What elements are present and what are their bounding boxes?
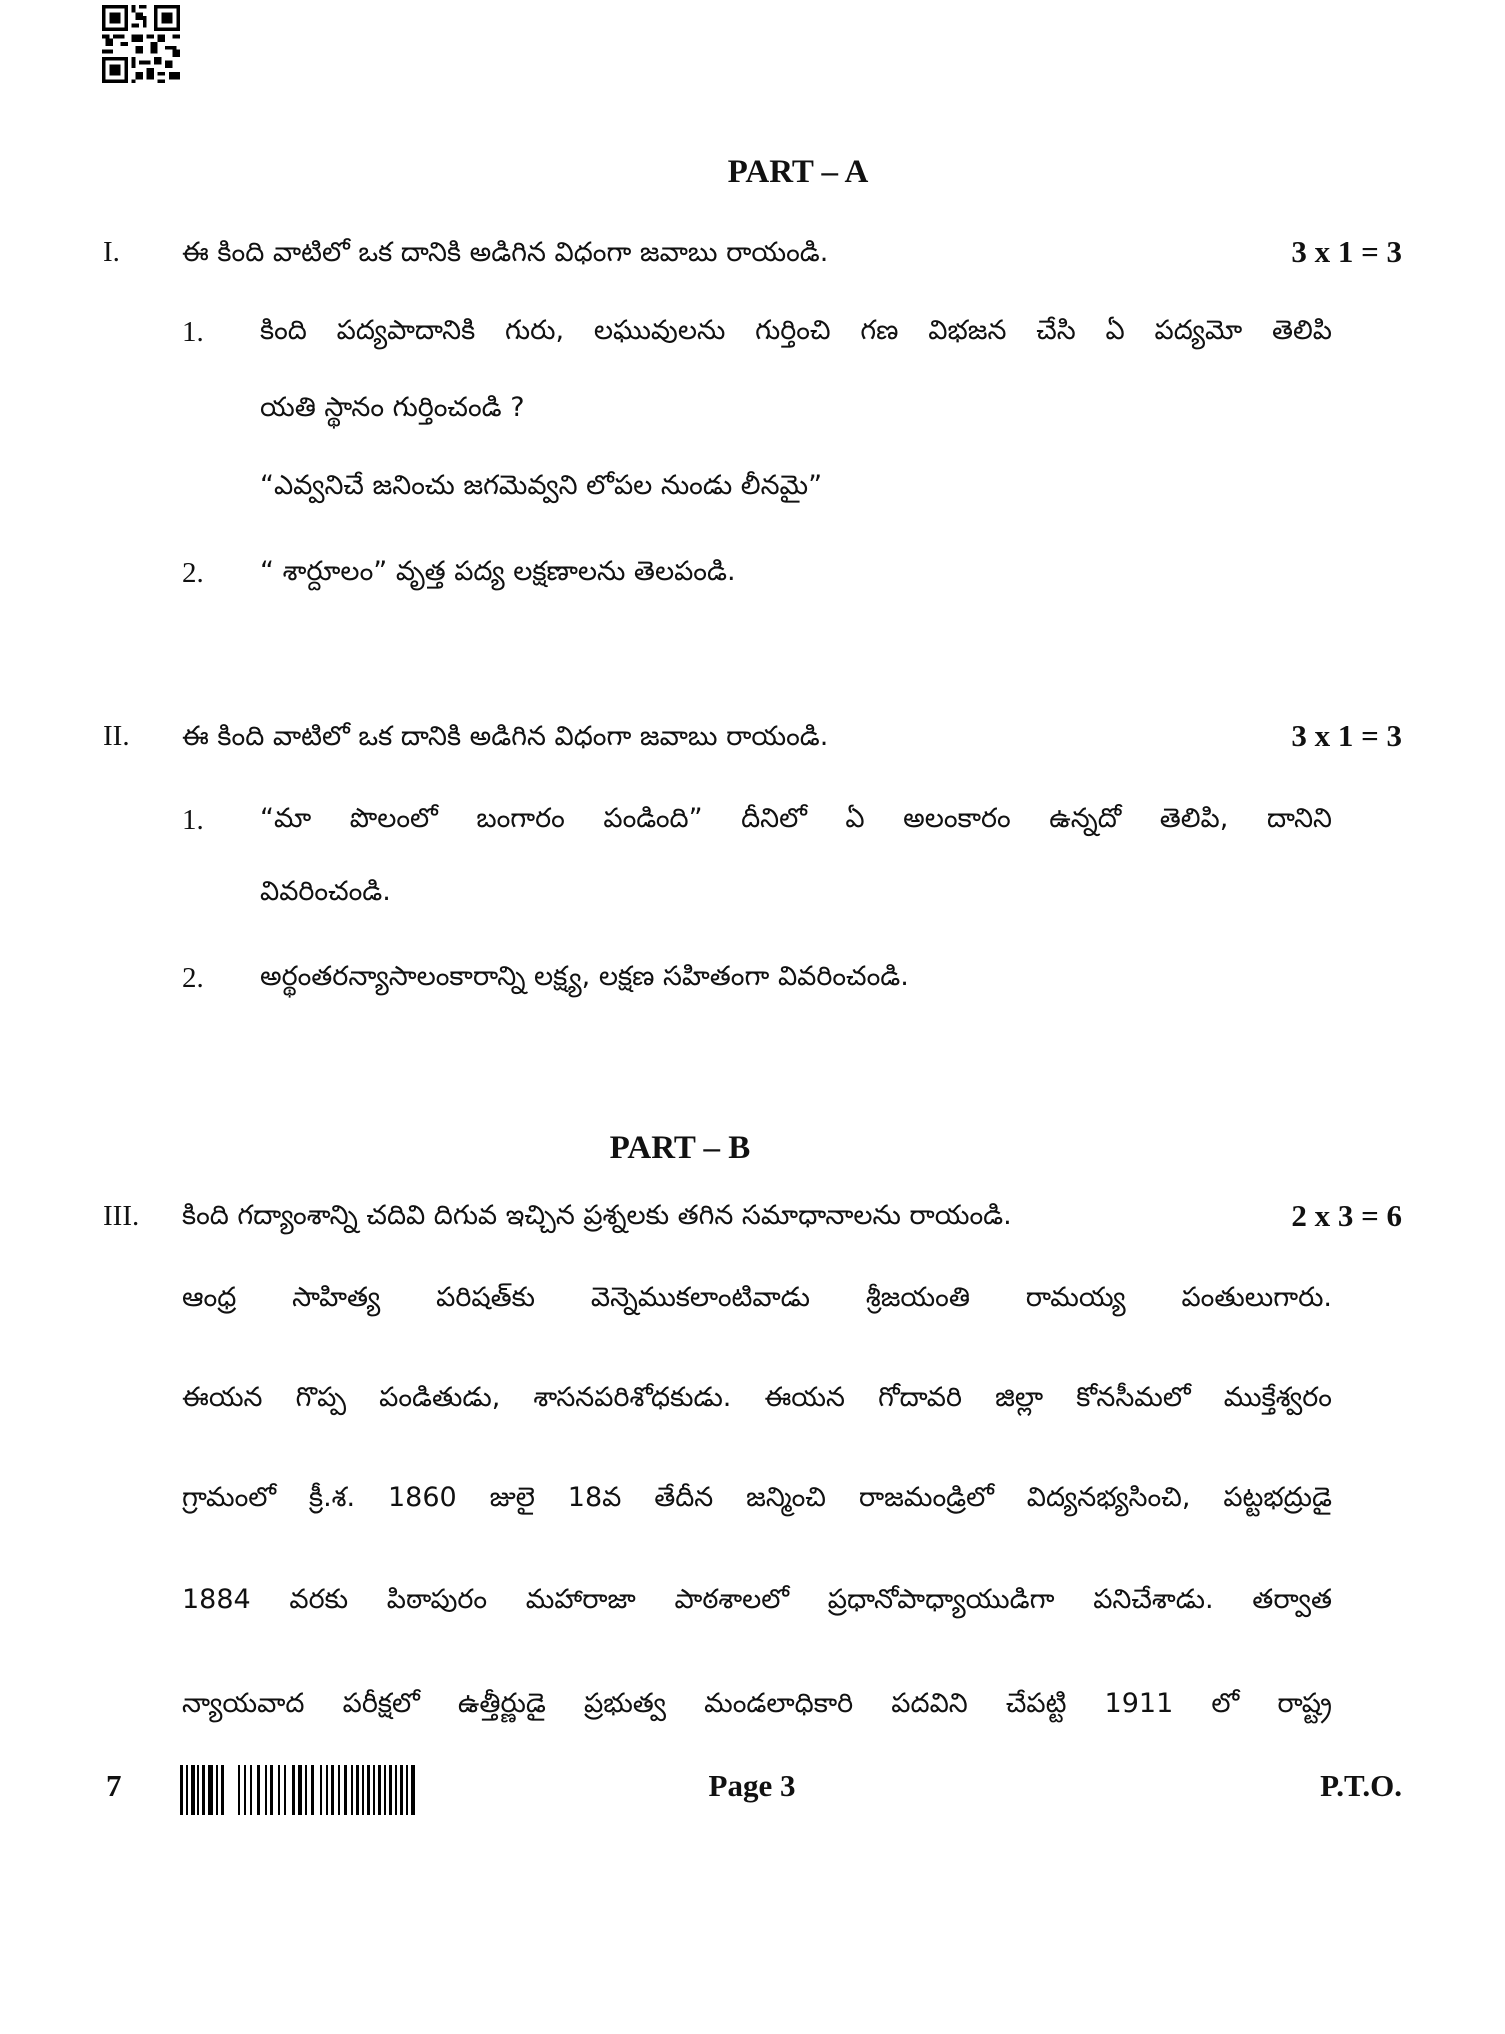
qr-code-icon <box>102 5 180 83</box>
section-ii-marks: 3 x 1 = 3 <box>1291 718 1402 753</box>
section-i-instruction: ఈ కింది వాటిలో ఒక దానికి అడిగిన విధంగా జవాబు రాయండి. <box>182 237 829 268</box>
question-i-1-line-1: కింది పద్యపాదానికి గురు, లఘువులను గుర్తించి గణ విభజన చేసి ఏ పద్యమో తెలిపి <box>260 315 1332 346</box>
section-iii-number: III. <box>103 1200 140 1232</box>
section-iii-instruction: కింది గద్యాంశాన్ని చదివి దిగువ ఇచ్చిన ప్రశ్నలకు తగిన సమాధానాలను రాయండి. <box>182 1200 1012 1231</box>
passage-line-5: న్యాయవాద పరీక్షలో ఉత్తీర్ణుడై ప్రభుత్వ మండలాధికారి పదవిని చేపట్టి 1911 లో రాష్ట్ర <box>182 1688 1332 1719</box>
passage-line-4: 1884 వరకు పిఠాపురం మహారాజా పాఠశాలలో ప్రధానోపాధ్యాయుడిగా పనిచేశాడు. తర్వాత <box>182 1584 1332 1615</box>
section-i-number: I. <box>103 236 120 268</box>
question-ii-2-line-1: అర్థంతరన్యాసాలంకారాన్ని లక్ష్య, లక్షణ సహితంగా వివరించండి. <box>260 961 909 992</box>
question-i-1-number: 1. <box>182 316 204 348</box>
question-i-1-line-2: యతి స్థానం గుర్తించండి ? <box>260 392 525 423</box>
question-ii-1-line-2: వివరించండి. <box>260 876 391 907</box>
passage-line-1: ఆంధ్ర సాహిత్య పరిషత్‌కు వెన్నెముకలాంటివాడు శ్రీజయంతి రామయ్య పంతులుగారు. <box>182 1282 1332 1313</box>
section-iii-marks: 2 x 3 = 6 <box>1291 1198 1402 1233</box>
question-i-1-verse: “ఎవ్వనిచే జనించు జగమెవ్వని లోపల నుండు లీనమై” <box>260 470 823 501</box>
question-ii-2-number: 2. <box>182 962 204 994</box>
passage-line-3: గ్రామంలో క్రీ.శ. 1860 జులై 18వ తేదీన జన్మించి రాజమండ్రిలో విద్యనభ్యసించి, పట్టభద్రుడై <box>182 1482 1332 1513</box>
question-i-2-number: 2. <box>182 557 204 589</box>
question-ii-1-line-1: “మా పొలంలో బంగారం పండింది” దీనిలో ఏ అలంకారం ఉన్నదో తెలిపి, దానిని <box>260 803 1332 834</box>
section-ii-instruction: ఈ కింది వాటిలో ఒక దానికి అడిగిన విధంగా జవాబు రాయండి. <box>182 721 829 752</box>
question-ii-1-number: 1. <box>182 804 204 836</box>
barcode-icon <box>180 1765 416 1815</box>
passage-line-2: ఈయన గొప్ప పండితుడు, శాసనపరిశోధకుడు. ఈయన గోదావరి జిల్లా కోనసీమలో ముక్తేశ్వరం <box>182 1382 1332 1413</box>
part-b-title: PART – B <box>609 1130 751 1166</box>
footer-code: 7 <box>106 1768 122 1803</box>
part-a-title: PART – A <box>727 154 869 190</box>
section-ii-number: II. <box>103 720 130 752</box>
question-i-2-line-1: “ శార్దూలం” వృత్త పద్య లక్షణాలను తెలపండి. <box>260 556 736 587</box>
section-i-marks: 3 x 1 = 3 <box>1291 234 1402 269</box>
pto-label: P.T.O. <box>1320 1768 1402 1803</box>
page-number: Page 3 <box>708 1768 796 1803</box>
